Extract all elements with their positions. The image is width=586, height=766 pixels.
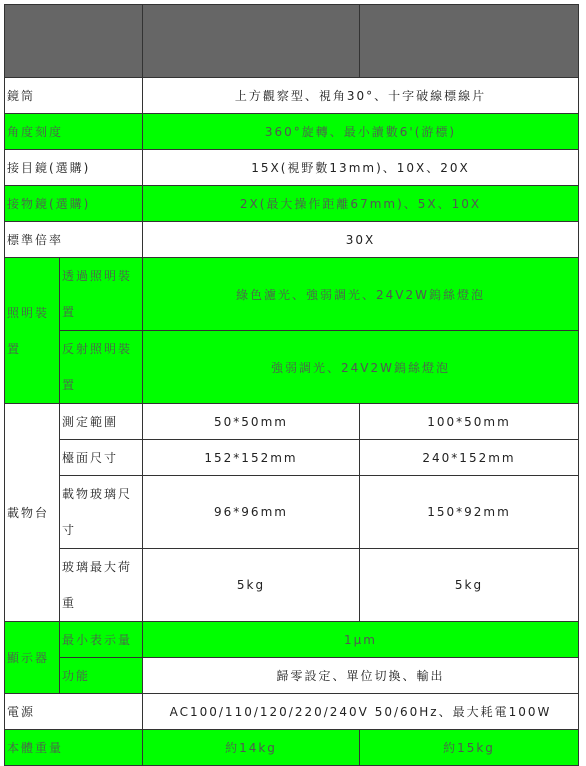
table-row (5, 258, 579, 331)
table-row (5, 476, 579, 549)
header-cell-blank (5, 5, 143, 78)
header-cell-model-a (143, 5, 360, 78)
table-row (5, 694, 579, 730)
table-row (5, 114, 579, 150)
function-value: 歸零設定、單位切換、輸出 (143, 658, 579, 694)
weight-value-b: 約15kg (360, 730, 579, 766)
eyepiece-value: 15X(視野數13mm)、10X、20X (143, 150, 579, 186)
table-row (5, 186, 579, 222)
load-value-a: 5kg (143, 549, 360, 622)
table-row (5, 78, 579, 114)
weight-label: 本體重量 (5, 730, 143, 766)
surface-label: 檯面尺寸 (60, 440, 143, 476)
reflected-label: 反射照明裝置 (60, 331, 143, 404)
lens-value: 上方觀察型、視角30°、十字破線標線片 (143, 78, 579, 114)
table-row (5, 549, 579, 622)
angle-value: 360°旋轉、最小讀數6'(游標) (143, 114, 579, 150)
power-label: 電源 (5, 694, 143, 730)
objective-value: 2X(最大操作距離67mm)、5X、10X (143, 186, 579, 222)
min-display-label: 最小表示量 (60, 622, 143, 658)
load-value-b: 5kg (360, 549, 579, 622)
glass-value-a: 96*96mm (143, 476, 360, 549)
transmitted-value: 綠色濾光、強弱調光、24V2W鎢絲燈泡 (143, 258, 579, 331)
table-row (5, 150, 579, 186)
min-display-value: 1μm (143, 622, 579, 658)
weight-value-a: 約14kg (143, 730, 360, 766)
range-value-a: 50*50mm (143, 404, 360, 440)
surface-value-b: 240*152mm (360, 440, 579, 476)
table-row (5, 404, 579, 440)
table-row (5, 222, 579, 258)
function-label: 功能 (60, 658, 143, 694)
glass-value-b: 150*92mm (360, 476, 579, 549)
table-row (5, 730, 579, 766)
reflected-value: 強弱調光、24V2W鎢絲燈泡 (143, 331, 579, 404)
table-row (5, 331, 579, 404)
table-row (5, 658, 579, 694)
range-value-b: 100*50mm (360, 404, 579, 440)
load-label: 玻璃最大荷重 (60, 549, 143, 622)
header-cell-model-b (360, 5, 579, 78)
display-label: 顯示器 (5, 622, 60, 694)
lens-label: 鏡筒 (5, 78, 143, 114)
magnification-label: 標準倍率 (5, 222, 143, 258)
table-header-row (5, 5, 579, 78)
surface-value-a: 152*152mm (143, 440, 360, 476)
table-row (5, 622, 579, 658)
stage-label: 載物台 (5, 404, 60, 622)
objective-label: 接物鏡(選購) (5, 186, 143, 222)
glass-label: 載物玻璃尺寸 (60, 476, 143, 549)
transmitted-label: 透過照明裝置 (60, 258, 143, 331)
range-label: 測定範圍 (60, 404, 143, 440)
illumination-label: 照明裝置 (5, 258, 60, 404)
table-row (5, 440, 579, 476)
angle-label: 角度刻度 (5, 114, 143, 150)
spec-table (4, 4, 579, 766)
power-value: AC100/110/120/220/240V 50/60Hz、最大耗電100W (143, 694, 579, 730)
eyepiece-label: 接目鏡(選購) (5, 150, 143, 186)
magnification-value: 30X (143, 222, 579, 258)
